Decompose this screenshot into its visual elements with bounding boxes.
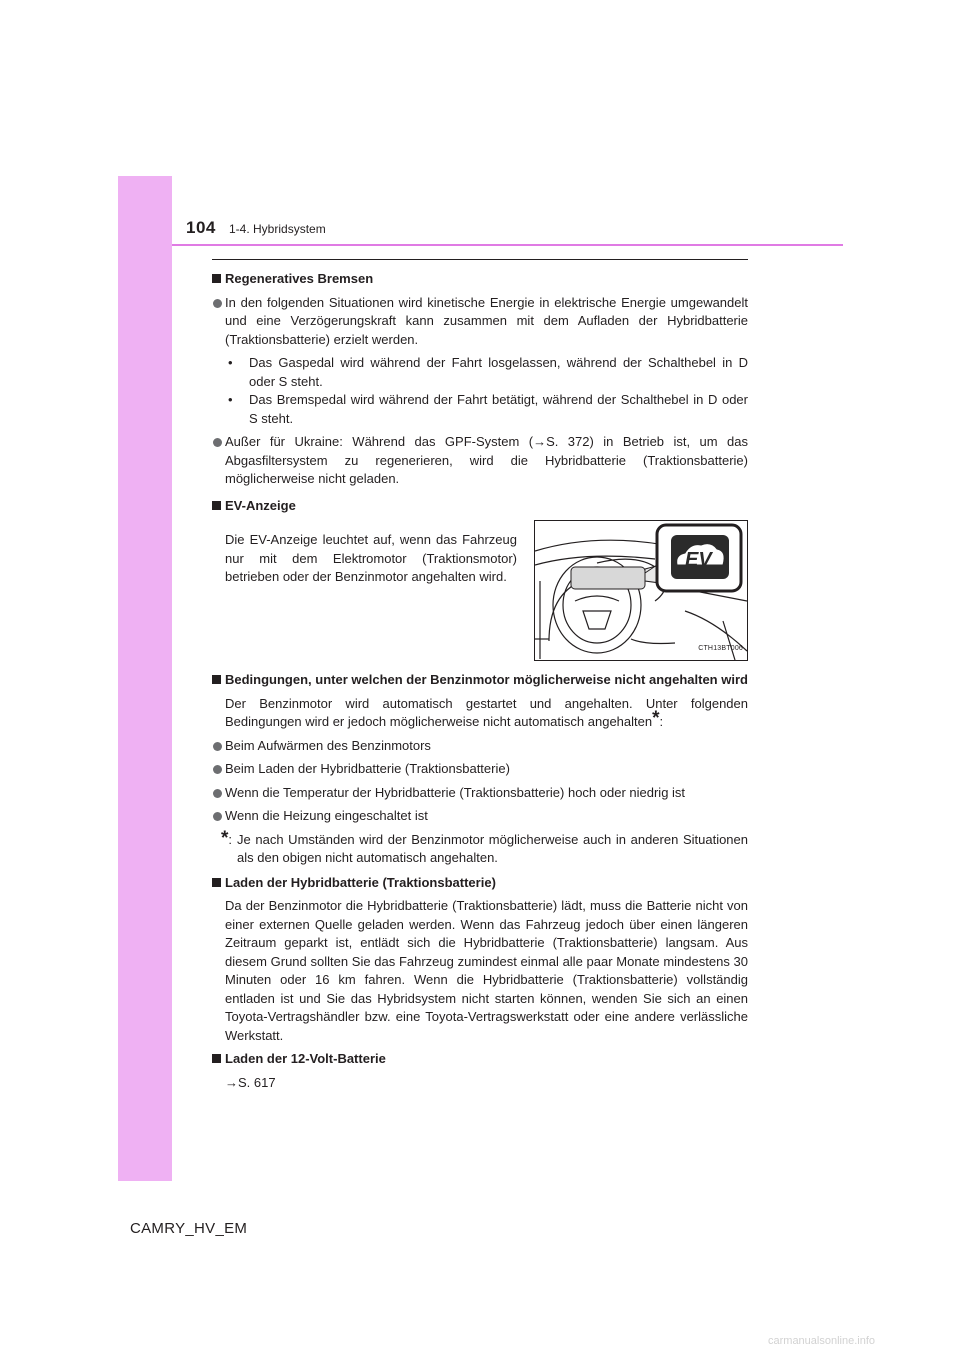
round-bullet-icon	[213, 742, 222, 751]
page-number: 104	[186, 218, 216, 237]
round-bullet-icon	[213, 765, 222, 774]
small-bullet-icon: •	[228, 355, 233, 370]
engine-intro: Der Benzinmotor wird automatisch gestartet und angehalten. Unter folgenden Bedingungen wird er jedoch möglicherweise nicht automatisch angehalten*:	[225, 695, 748, 729]
square-bullet-icon	[212, 1054, 221, 1063]
chapter-sidebar-tab	[118, 176, 172, 1181]
square-bullet-icon	[212, 501, 221, 510]
round-bullet-icon	[213, 789, 222, 798]
ev-row	[212, 520, 748, 661]
square-bullet-icon	[212, 274, 221, 283]
watermark: carmanualsonline.info	[768, 1335, 876, 1347]
svg-text:EV: EV	[685, 549, 712, 571]
heading-ev-indicator: EV-Anzeige	[212, 497, 748, 516]
arrow-icon: →	[225, 1074, 238, 1090]
heading-12v-battery: Laden der 12-Volt-Batterie	[212, 1050, 748, 1069]
arrow-icon: →	[533, 434, 547, 449]
bullet-engine-1: Beim Aufwärmen des Benzinmotors	[212, 737, 748, 756]
heading-engine-conditions: Bedingungen, unter welchen der Benzinmotor möglicherweise nicht angehalten wird	[212, 671, 748, 690]
sub-item-brake: • Das Bremspedal wird während der Fahrt betätigt, während der Schalthebel in D oder S steht.	[228, 392, 748, 426]
sub-list	[212, 354, 748, 428]
round-bullet-icon	[213, 299, 222, 308]
hybrid-battery-text: Da der Benzinmotor die Hybridbatterie (Traktionsbatterie) lädt, muss die Batterie nicht von einer externen Quelle geladen werden. Wenn das Fahrzeug jedoch über einen längeren Zeitraum geparkt ist, entlädt sich die Hybridbatterie (Traktionsbatterie) langsam. Aus diesem Grund sollten Sie das Fahrzeug zumindest einmal alle paar Monate mindestens 30 Minuten oder 16 km fahren. Wenn die Hybridbatterie (Traktionsbatterie) vollständig entladen ist und Sie das Hybridsystem nicht starten können, wenden Sie sich an einen Toyota-Vertragshändler bzw. eine Toyota-Vertragswerkstatt oder eine andere verlässliche Werkstatt.	[225, 898, 748, 1043]
round-bullet-icon	[213, 438, 222, 447]
square-bullet-icon	[212, 878, 221, 887]
figure-code: CTH13BT006	[698, 644, 743, 652]
bullet-regen-2: Außer für Ukraine: Während das GPF-System (→S. 372) in Betrieb ist, um das Abgasfiltersystem zu regenerieren, wird die Hybridbatterie (Traktionsbatterie) möglicherweise nicht geladen.	[212, 433, 748, 489]
small-bullet-icon: •	[228, 392, 233, 407]
square-bullet-icon	[212, 675, 221, 684]
bullet-engine-2: Beim Laden der Hybridbatterie (Traktionsbatterie)	[212, 760, 748, 779]
battery-12v-reference	[212, 1074, 748, 1093]
content-rule	[212, 259, 748, 260]
asterisk-mark: *	[652, 708, 660, 729]
ev-description: Die EV-Anzeige leuchtet auf, wenn das Fahrzeug nur mit dem Elektromotor (Traktionsmotor) betrieben oder der Benzinmotor angehalten wird.	[225, 532, 517, 584]
bullet-engine-4: Wenn die Heizung eingeschaltet ist	[212, 807, 748, 826]
section-title: 1-4. Hybridsystem	[229, 222, 326, 236]
round-bullet-icon	[213, 812, 222, 821]
footnote-marker: *:	[221, 827, 233, 849]
heading-hybrid-battery-charging: Laden der Hybridbatterie (Traktionsbatterie)	[212, 874, 748, 893]
page-content	[212, 270, 748, 1097]
sub-item-accelerator: • Das Gaspedal wird während der Fahrt losgelassen, während der Schalthebel in D oder S steht.	[228, 355, 748, 389]
bullet-engine-3: Wenn die Temperatur der Hybridbatterie (Traktionsbatterie) hoch oder niedrig ist	[212, 784, 748, 803]
page-reference-gpf[interactable]: S. 372	[546, 434, 590, 449]
page-reference-617[interactable]: S. 617	[238, 1074, 276, 1090]
footer-model-code: CAMRY_HV_EM	[130, 1220, 248, 1237]
bullet-regen-1: In den folgenden Situationen wird kinetische Energie in elektrische Energie umgewandelt und eine Verzögerungskraft kann zusammen mit dem Aufladen der Hybridbatterie (Traktionsbatterie) erzielt werden.	[212, 294, 748, 350]
header-rule	[172, 244, 843, 246]
footnote: *: Je nach Umständen wird der Benzinmotor möglicherweise auch in anderen Situationen als den obigen nicht automatisch angehalten.	[221, 827, 748, 865]
heading-regenerative-braking: Regeneratives Bremsen	[212, 270, 748, 289]
ev-indicator-figure	[534, 520, 748, 661]
